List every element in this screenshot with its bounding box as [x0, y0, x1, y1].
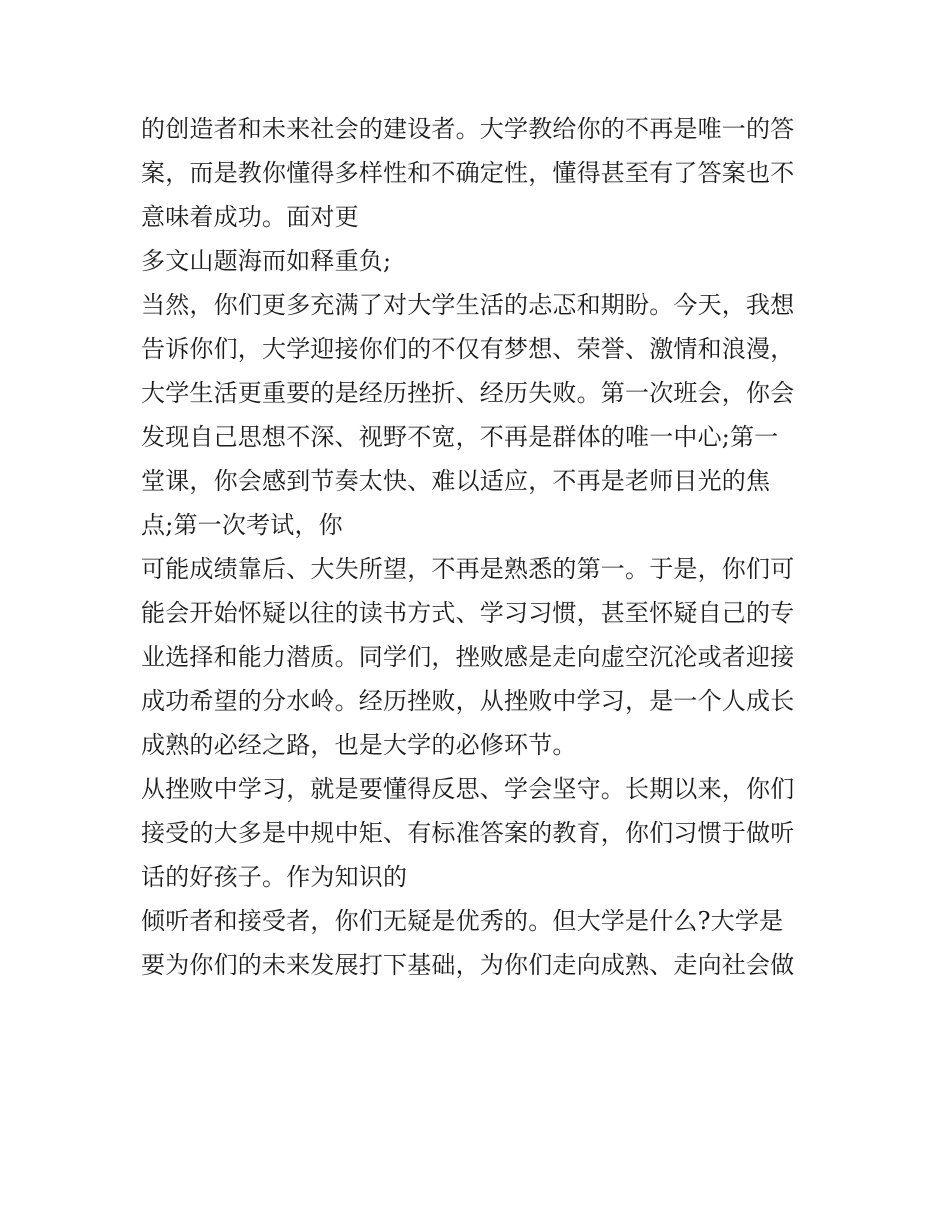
text-line: 意味着成功。面对更: [141, 203, 359, 231]
text-line: 业选择和能力潜质。同学们，挫败感是走向虚空沉沦或者迎接: [141, 643, 795, 671]
text-line: 当然，你们更多充满了对大学生活的忐忑和期盼。今天，我想: [141, 291, 795, 319]
text-line: 成功希望的分水岭。经历挫败，从挫败中学习，是一个人成长: [141, 687, 795, 715]
text-line: 多文山题海而如释重负;: [141, 247, 392, 275]
text-line: 大学生活更重要的是经历挫折、经历失败。第一次班会，你会: [141, 379, 795, 407]
text-line: 堂课，你会感到节奏太快、难以适应，不再是老师目光的焦: [141, 467, 771, 495]
text-line: 可能成绩靠后、大失所望，不再是熟悉的第一。于是，你们可: [141, 555, 795, 583]
text-line: 案，而是教你懂得多样性和不确定性，懂得甚至有了答案也不: [141, 159, 795, 187]
body-text: [141, 107, 821, 987]
text-line: 发现自己思想不深、视野不宽，不再是群体的唯一中心;第一: [141, 423, 779, 451]
text-line: 要为你们的未来发展打下基础，为你们走向成熟、走向社会做: [141, 951, 795, 979]
text-line: 点;第一次考试，你: [141, 511, 343, 539]
text-line: 话的好孩子。作为知识的: [141, 863, 408, 891]
text-line: 倾听者和接受者，你们无疑是优秀的。但大学是什么?大学是: [141, 907, 784, 935]
text-line: 告诉你们，大学迎接你们的不仅有梦想、荣誉、激情和浪漫，: [141, 335, 795, 363]
text-line: 成熟的必经之路，也是大学的必修环节。: [141, 731, 577, 759]
text-line: 的创造者和未来社会的建设者。大学教给你的不再是唯一的答: [141, 115, 795, 143]
text-line: 能会开始怀疑以往的读书方式、学习习惯，甚至怀疑自己的专: [141, 599, 795, 627]
text-line: 接受的大多是中规中矩、有标准答案的教育，你们习惯于做听: [141, 819, 795, 847]
text-line: 从挫败中学习，就是要懂得反思、学会坚守。长期以来，你们: [141, 775, 795, 803]
